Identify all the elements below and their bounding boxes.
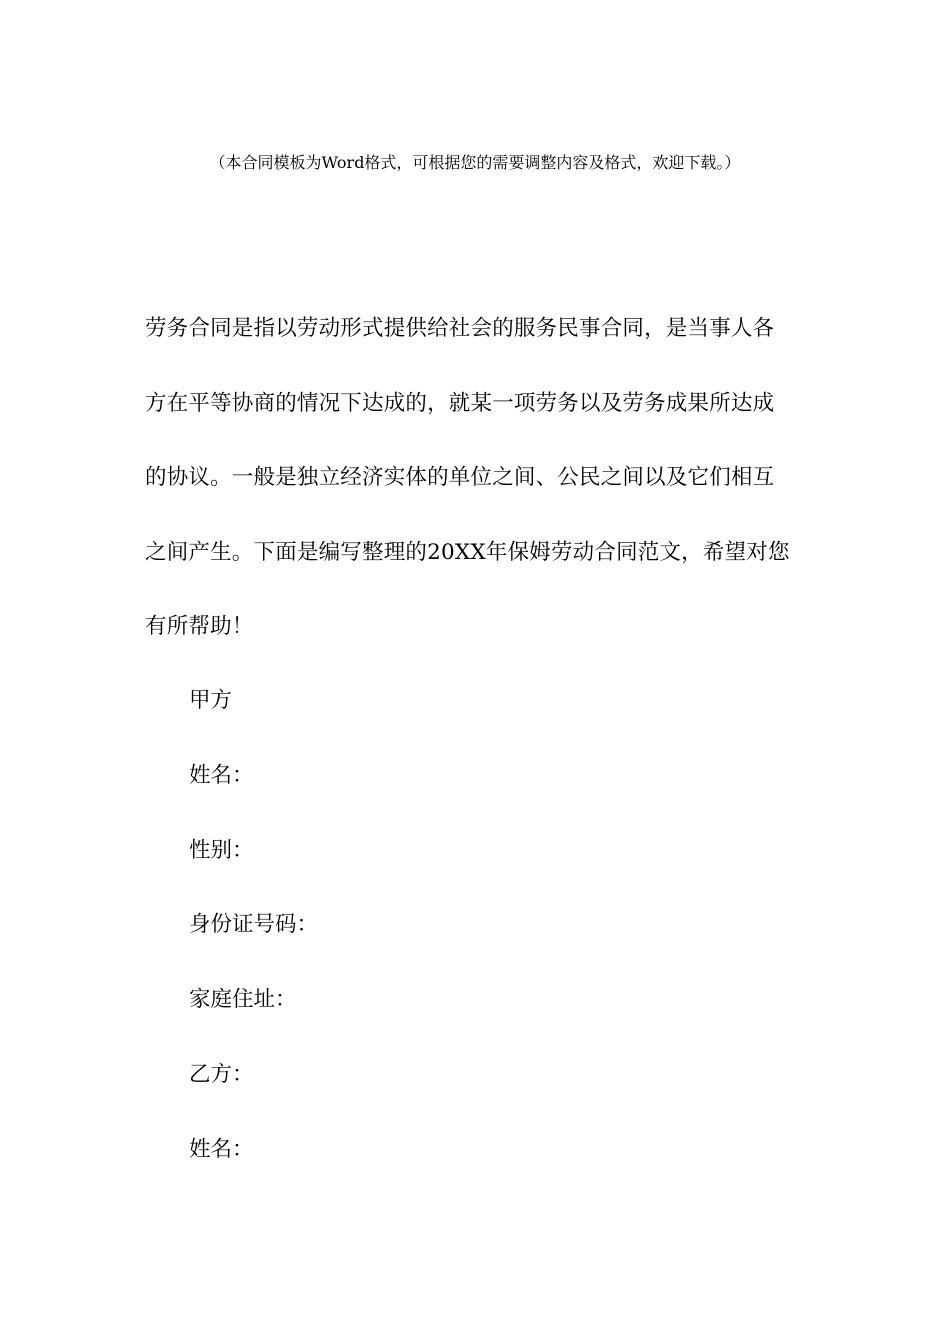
- intro-line: 劳务合同是指以劳动形式提供给社会的服务民事合同，是当事人各: [145, 316, 775, 341]
- party-a-name-label: 姓名：: [189, 762, 254, 788]
- party-a-gender-label: 性别：: [189, 837, 254, 863]
- intro-paragraph: [145, 292, 805, 665]
- intro-line: 有所帮助！: [145, 614, 254, 639]
- template-note: （本合同模板为Word格式，可根据您的需要调整内容及格式，欢迎下载。）: [209, 153, 741, 172]
- party-a-address-label: 家庭住址：: [189, 987, 297, 1013]
- intro-line: 方在平等协商的情况下达成的，就某一项劳务以及劳务成果所达成: [145, 390, 775, 416]
- intro-line: 的协议。一般是独立经济实体的单位之间、公民之间以及它们相互: [145, 465, 775, 490]
- party-b-heading: 乙方：: [189, 1061, 254, 1087]
- party-a-heading: 甲方: [189, 688, 233, 713]
- intro-line: 之间产生。下面是编写整理的20XX年保姆劳动合同范文，希望对您: [145, 539, 790, 565]
- party-a-id-number-label: 身份证号码：: [189, 912, 319, 938]
- party-fields: [189, 664, 789, 1188]
- party-b-name-label: 姓名：: [189, 1136, 254, 1162]
